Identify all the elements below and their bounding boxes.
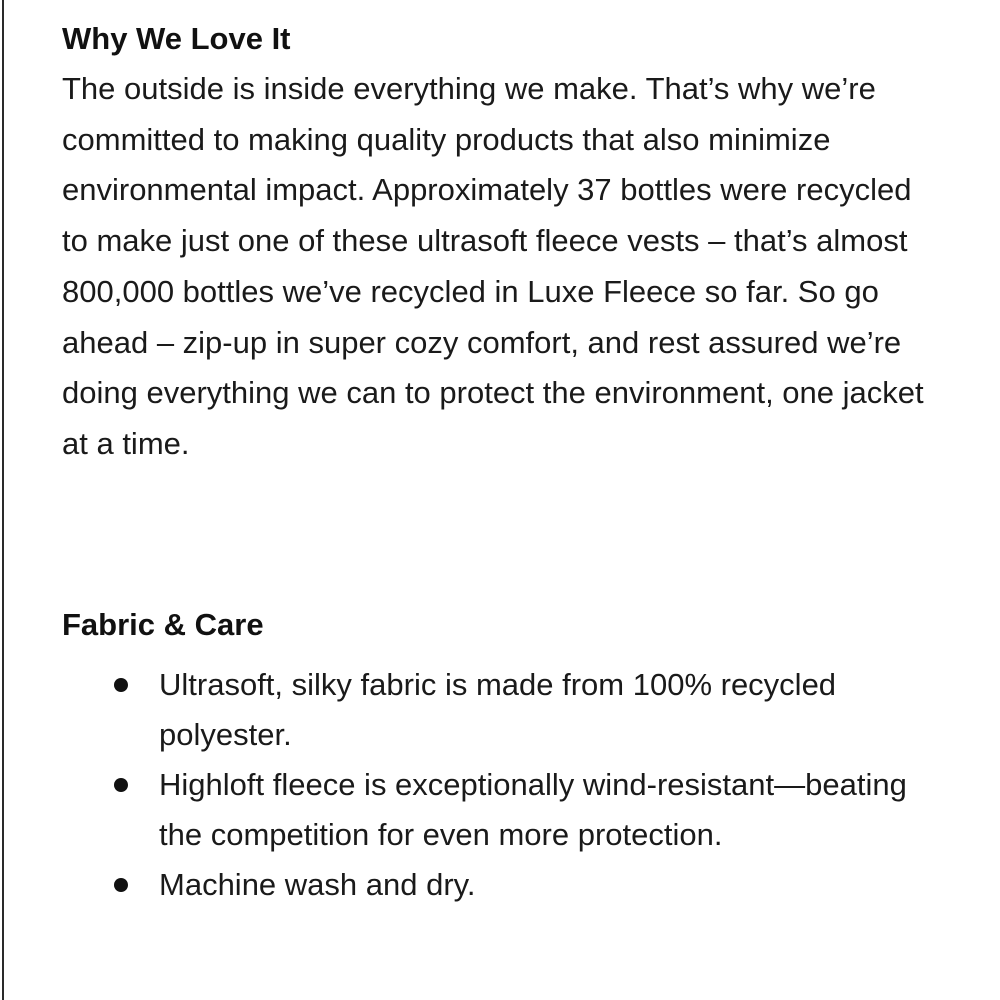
list-item-text: Ultrasoft, silky fabric is made from 100% recycled polyester. xyxy=(159,667,837,752)
list-item-text: Machine wash and dry. xyxy=(159,867,476,902)
why-we-love-it-section xyxy=(62,14,962,470)
list-item xyxy=(62,660,939,760)
left-border-line xyxy=(2,0,4,1000)
list-item-text: Highloft fleece is exceptionally wind-resistant—beating the competition for even more protection. xyxy=(159,767,907,852)
why-we-love-it-heading: Why We Love It xyxy=(62,21,291,56)
list-item xyxy=(62,760,939,860)
why-we-love-it-paragraph: The outside is inside everything we make. That’s why we’re committed to making quality products that also minimize environmental impact. Approximately 37 bottles were recycled to make just one of these ultrasoft fleece vests – that’s almost 800,000 bottles we’ve recycled in Luxe Fleece so far. So go ahead – zip-up in super cozy comfort, and rest assured we’re doing everything we can to protect the environment, one jacket at a time. xyxy=(62,71,924,461)
fabric-care-list xyxy=(62,660,962,910)
fabric-care-heading: Fabric & Care xyxy=(62,607,264,642)
bullet-dot-icon xyxy=(114,878,128,892)
fabric-care-section xyxy=(62,600,962,910)
bullet-dot-icon xyxy=(114,678,128,692)
list-item xyxy=(62,860,939,910)
bullet-dot-icon xyxy=(114,778,128,792)
